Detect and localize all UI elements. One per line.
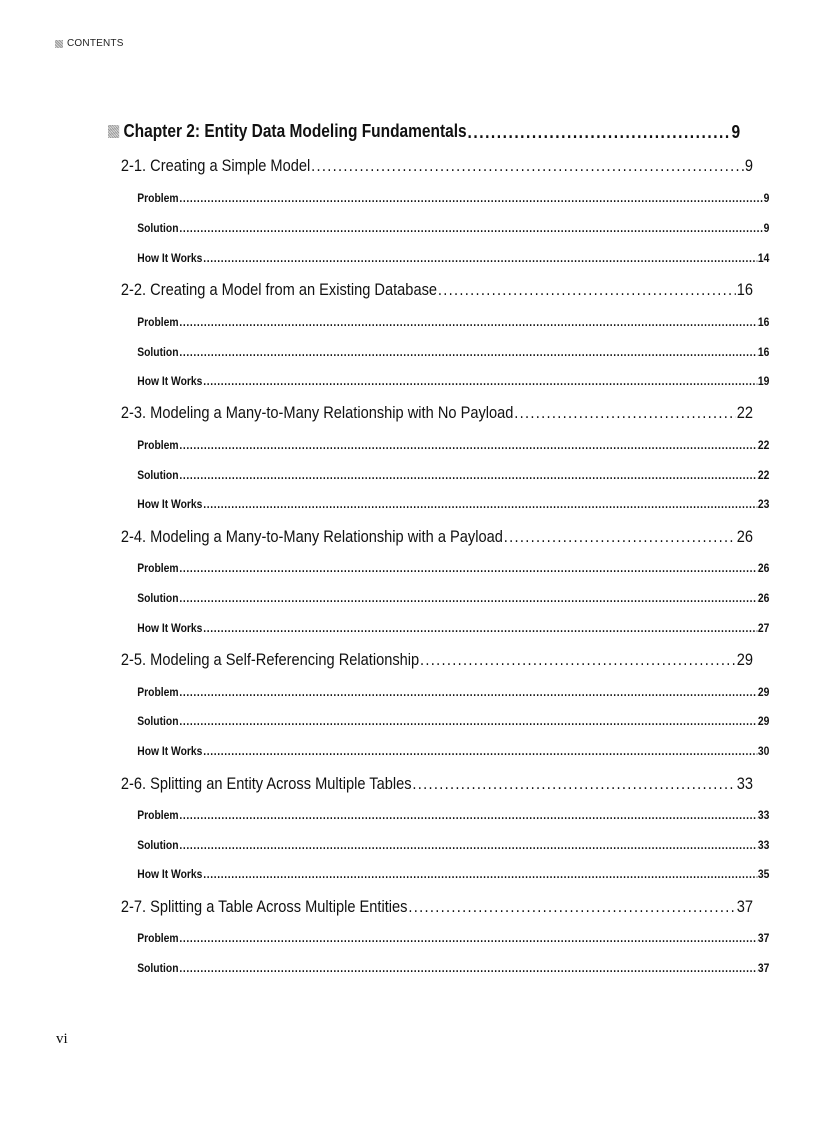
- toc-subentry[interactable]: [108, 221, 769, 235]
- toc-subentry-title: How It Works: [137, 374, 203, 388]
- dot-leader: [203, 374, 757, 388]
- toc-subentry-title: How It Works: [137, 251, 203, 265]
- dot-leader: [514, 403, 736, 423]
- toc-subentry-page: 26: [757, 591, 770, 605]
- toc-subentry[interactable]: [108, 685, 769, 699]
- toc-section-entry[interactable]: [108, 774, 753, 794]
- toc-subentry-title: How It Works: [137, 867, 203, 881]
- toc-subentry-title: Problem: [137, 931, 179, 945]
- toc-subentry-title: Solution: [137, 345, 179, 359]
- toc-subentry-page: 22: [757, 468, 770, 482]
- toc-chapter-title-text: Chapter 2: Entity Data Modeling Fundamentals: [123, 121, 467, 141]
- toc-subentry-page: 26: [757, 561, 770, 575]
- toc-subentry[interactable]: [108, 374, 769, 388]
- toc-subentry[interactable]: [108, 561, 769, 575]
- toc-subentry-title: Problem: [137, 561, 179, 575]
- toc-subentry[interactable]: [108, 315, 769, 329]
- toc-subentry-page: 22: [757, 438, 770, 452]
- toc-subentry-title: How It Works: [137, 744, 203, 758]
- toc-subentry-page: 33: [757, 808, 770, 822]
- toc-subentry-title: Solution: [137, 591, 179, 605]
- toc-section-title: 2-7. Splitting a Table Across Multiple Entities: [120, 897, 408, 916]
- toc-section-page: 9: [744, 156, 754, 175]
- dot-leader: [468, 122, 731, 143]
- toc-subentry[interactable]: [108, 251, 769, 265]
- dot-leader: [179, 714, 757, 728]
- dot-leader: [179, 438, 757, 452]
- toc-subentry[interactable]: [108, 744, 769, 758]
- toc-subentry-page: 9: [763, 191, 770, 205]
- toc-subentry-page: 30: [757, 744, 770, 758]
- toc-subentry-title: Solution: [137, 221, 179, 235]
- dot-leader: [203, 251, 757, 265]
- toc-section-page: 37: [736, 897, 754, 916]
- toc-subentry[interactable]: [108, 191, 769, 205]
- dot-leader: [179, 315, 757, 329]
- dot-leader: [179, 961, 757, 975]
- toc-subentry-page: 16: [757, 345, 770, 359]
- dot-leader: [203, 867, 757, 881]
- toc-chapter-entry[interactable]: [108, 121, 740, 143]
- toc-subentry-title: How It Works: [137, 621, 203, 635]
- toc-subentry-page: 29: [757, 685, 770, 699]
- dot-leader: [203, 621, 757, 635]
- dot-leader: [420, 650, 736, 670]
- toc-section-entry[interactable]: [108, 527, 753, 547]
- toc-section-page: 29: [736, 650, 754, 669]
- dot-leader: [179, 931, 757, 945]
- toc-subentry[interactable]: [108, 345, 769, 359]
- dot-leader: [179, 221, 762, 235]
- dot-leader: [179, 345, 757, 359]
- toc-section-title: 2-3. Modeling a Many-to-Many Relationship with No Payload: [120, 403, 514, 422]
- toc-section-page: 26: [736, 527, 754, 546]
- toc-section-page: 33: [736, 774, 754, 793]
- toc-subentry-page: 23: [757, 497, 770, 511]
- toc-section-entry[interactable]: [108, 650, 753, 670]
- toc-section-title: 2-6. Splitting an Entity Across Multiple Tables: [120, 774, 412, 793]
- toc-subentry-page: 16: [757, 315, 770, 329]
- toc-subentry-page: 14: [757, 251, 770, 265]
- header-label: CONTENTS: [67, 38, 124, 49]
- toc-subentry-page: 37: [757, 931, 770, 945]
- toc-subentry-title: Problem: [137, 808, 179, 822]
- toc-section-entry[interactable]: [108, 897, 753, 917]
- dot-leader: [504, 527, 736, 547]
- toc-subentry-title: Solution: [137, 468, 179, 482]
- toc-subentry-title: Solution: [137, 961, 179, 975]
- toc-subentry[interactable]: [108, 438, 769, 452]
- toc-subentry[interactable]: [108, 497, 769, 511]
- toc-chapter-title: [108, 121, 467, 142]
- toc-section-title: 2-2. Creating a Model from an Existing Database: [120, 280, 438, 299]
- toc-subentry[interactable]: [108, 714, 769, 728]
- dot-leader: [412, 774, 735, 794]
- toc-subentry-title: Problem: [137, 438, 179, 452]
- toc-subentry-page: 37: [757, 961, 770, 975]
- toc-section-page: 16: [736, 280, 754, 299]
- toc-subentry[interactable]: [108, 867, 769, 881]
- toc-subentry-page: 29: [757, 714, 770, 728]
- toc-subentry-page: 33: [757, 838, 770, 852]
- toc-subentry-page: 19: [757, 374, 770, 388]
- toc-subentry-title: Problem: [137, 685, 179, 699]
- toc-section-entry[interactable]: [108, 280, 753, 300]
- toc-subentry[interactable]: [108, 961, 769, 975]
- toc-subentry[interactable]: [108, 591, 769, 605]
- toc-subentry-title: How It Works: [137, 497, 203, 511]
- toc-subentry-title: Problem: [137, 191, 179, 205]
- dot-leader: [179, 838, 757, 852]
- toc-chapter-page: 9: [731, 122, 741, 142]
- toc-subentry[interactable]: [108, 468, 769, 482]
- toc-section-entry[interactable]: [108, 156, 753, 176]
- toc-subentry[interactable]: [108, 621, 769, 635]
- toc-section-title: 2-4. Modeling a Many-to-Many Relationship with a Payload: [120, 527, 503, 546]
- dot-leader: [179, 561, 757, 575]
- dot-leader: [179, 685, 757, 699]
- toc-subentry-title: Solution: [137, 838, 179, 852]
- toc-subentry-page: 35: [757, 867, 770, 881]
- dot-leader: [179, 591, 757, 605]
- toc-subentry[interactable]: [108, 838, 769, 852]
- dot-leader: [179, 191, 762, 205]
- toc-section-page: 22: [736, 403, 754, 422]
- toc-subentry[interactable]: [108, 931, 769, 945]
- dot-leader: [179, 808, 757, 822]
- dot-leader: [311, 156, 744, 176]
- toc-subentry-title: Solution: [137, 714, 179, 728]
- page-number: vi: [56, 1031, 68, 1047]
- dot-leader: [438, 280, 736, 300]
- toc-subentry[interactable]: [108, 808, 769, 822]
- toc-subentry-title: Problem: [137, 315, 179, 329]
- chapter-square-icon: [108, 125, 119, 138]
- toc-section-entry[interactable]: [108, 403, 753, 423]
- running-header: [55, 38, 124, 49]
- toc-section-title: 2-1. Creating a Simple Model: [120, 156, 311, 175]
- toc-subentry-page: 27: [757, 621, 770, 635]
- dot-leader: [203, 744, 757, 758]
- dot-leader: [408, 897, 736, 917]
- dot-leader: [179, 468, 757, 482]
- dot-leader: [203, 497, 757, 511]
- toc-section-title: 2-5. Modeling a Self-Referencing Relationship: [120, 650, 420, 669]
- toc-subentry-page: 9: [763, 221, 770, 235]
- header-square-icon: [55, 40, 63, 48]
